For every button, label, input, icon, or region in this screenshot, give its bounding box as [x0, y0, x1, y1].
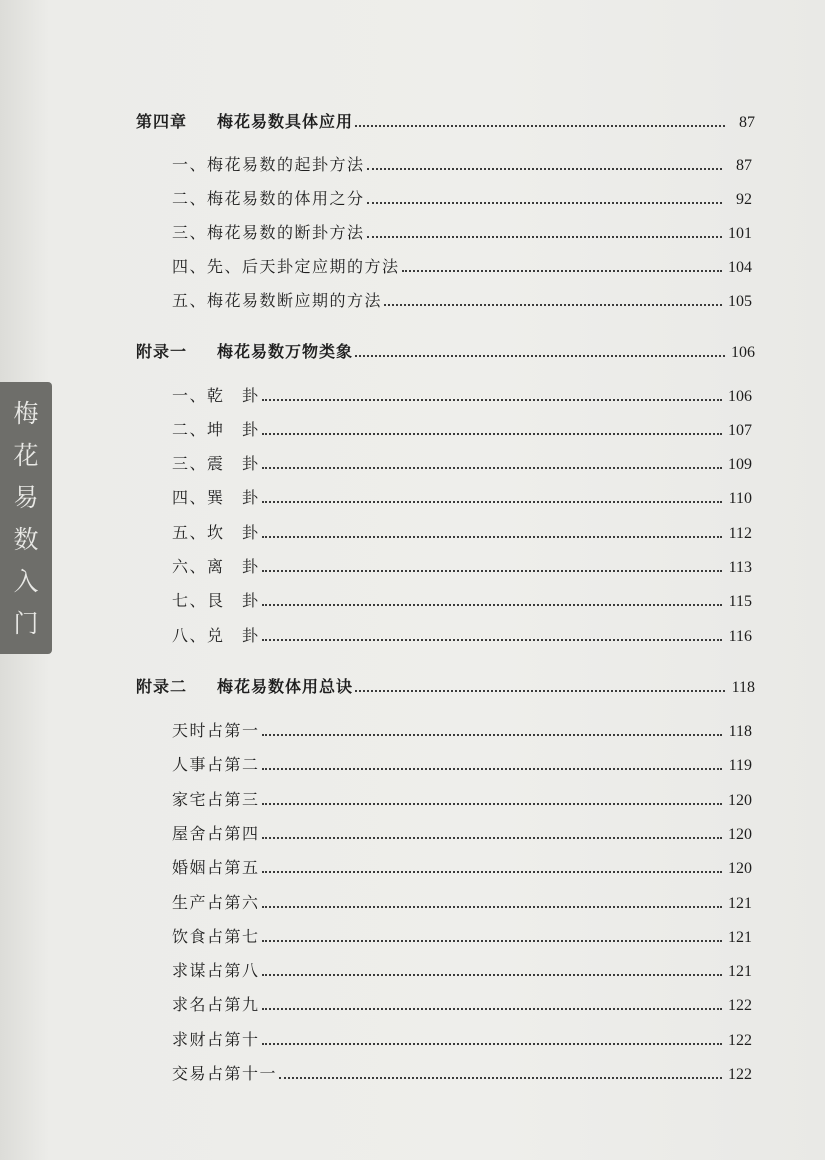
- leader-dots: [367, 168, 722, 170]
- page-number: 92: [736, 191, 752, 208]
- toc-entry-row: [172, 923, 752, 947]
- toc-entry-row: [172, 751, 752, 775]
- leader-dots: [262, 768, 722, 770]
- page-number: 106: [728, 388, 752, 405]
- toc-chapter-row: [136, 673, 755, 697]
- page-number: 122: [728, 1066, 752, 1083]
- page-number: 110: [728, 490, 752, 507]
- leader-dots: [262, 604, 722, 606]
- page-number: 109: [728, 456, 752, 473]
- leader-dots: [262, 1008, 722, 1010]
- toc-entry-title: 四、巽 卦: [172, 488, 260, 507]
- leader-dots: [262, 570, 722, 572]
- toc-entry-row: [172, 622, 752, 646]
- page-number: 101: [728, 225, 752, 242]
- toc-entry-title: 生产占第六: [172, 893, 260, 912]
- toc-entry-title: 屋舍占第四: [172, 824, 260, 843]
- page-number: 119: [728, 757, 752, 774]
- page-number: 122: [728, 997, 752, 1014]
- toc-chapter-title: [136, 109, 353, 132]
- toc-entry-title: 五、坎 卦: [172, 523, 260, 542]
- toc-entry-title: 家宅占第三: [172, 790, 260, 809]
- toc-entry-title: 二、坤 卦: [172, 420, 260, 439]
- leader-dots: [279, 1077, 722, 1079]
- toc-entry-title: 求名占第九: [172, 995, 260, 1014]
- toc-entry-title: 一、梅花易数的起卦方法: [172, 155, 365, 174]
- page-number: 118: [728, 723, 752, 740]
- leader-dots: [262, 734, 722, 736]
- chapter-name: 梅花易数具体应用: [217, 112, 354, 131]
- leader-dots: [262, 837, 722, 839]
- toc-chapter-title: [136, 339, 353, 362]
- leader-dots: [367, 236, 722, 238]
- page-number: 122: [728, 1032, 752, 1049]
- chapter-label: 附录二: [136, 677, 188, 696]
- toc-entry-title: 人事占第二: [172, 755, 260, 774]
- chapter-name: 梅花易数万物类象: [217, 342, 354, 361]
- toc-entry-row: [172, 151, 752, 175]
- leader-dots: [367, 202, 722, 204]
- toc-entry-row: [172, 484, 752, 508]
- toc-entry-title: 八、兑 卦: [172, 626, 260, 645]
- toc-entry-title: 交易占第十一: [172, 1064, 278, 1083]
- toc-entry-row: [172, 717, 752, 741]
- leader-dots: [402, 270, 722, 272]
- leader-dots: [262, 940, 722, 942]
- leader-dots: [355, 690, 725, 692]
- page-number: 105: [728, 293, 752, 310]
- leader-dots: [355, 125, 725, 127]
- page-number: 121: [728, 895, 752, 912]
- leader-dots: [262, 974, 722, 976]
- toc-chapter-row: [136, 108, 755, 132]
- page-number: 121: [728, 929, 752, 946]
- page-number: 120: [728, 792, 752, 809]
- leader-dots: [262, 1043, 722, 1045]
- leader-dots: [262, 906, 722, 908]
- toc-entry-title: 饮食占第七: [172, 927, 260, 946]
- page-number: 121: [728, 963, 752, 980]
- leader-dots: [355, 355, 725, 357]
- toc-entry-title: 四、先、后天卦定应期的方法: [172, 257, 400, 276]
- leader-dots: [262, 871, 722, 873]
- page-number: 112: [728, 525, 752, 542]
- toc-entry-row: [172, 786, 752, 810]
- side-tab-char: 易: [13, 482, 39, 512]
- toc-entry-row: [172, 287, 752, 311]
- side-tab-char: 入: [13, 566, 39, 596]
- page-number: 115: [728, 593, 752, 610]
- page-number: 107: [728, 422, 752, 439]
- side-tab-char: 花: [13, 440, 39, 470]
- leader-dots: [262, 803, 722, 805]
- page-number: 120: [728, 860, 752, 877]
- leader-dots: [262, 536, 722, 538]
- page-number: 118: [731, 679, 755, 696]
- toc-entry-row: [172, 854, 752, 878]
- toc-entry-row: [172, 1060, 752, 1084]
- toc-entry-row: [172, 382, 752, 406]
- leader-dots: [262, 467, 722, 469]
- side-tab-char: 门: [13, 608, 39, 638]
- chapter-name: 梅花易数体用总诀: [217, 677, 354, 696]
- toc-entry-title: 求谋占第八: [172, 961, 260, 980]
- toc-entry-row: [172, 587, 752, 611]
- toc-entry-title: 七、艮 卦: [172, 591, 260, 610]
- toc-entry-row: [172, 253, 752, 277]
- toc-entry-title: 二、梅花易数的体用之分: [172, 189, 365, 208]
- toc-entry-row: [172, 991, 752, 1015]
- leader-dots: [262, 433, 722, 435]
- side-tab-char: 梅: [13, 398, 39, 428]
- toc-entry-row: [172, 553, 752, 577]
- chapter-label: 第四章: [136, 112, 188, 131]
- toc-entry-title: 三、震 卦: [172, 454, 260, 473]
- page-number: 113: [728, 559, 752, 576]
- page-number: 116: [728, 628, 752, 645]
- toc-entry-title: 六、离 卦: [172, 557, 260, 576]
- toc-entry-row: [172, 519, 752, 543]
- toc-entry-row: [172, 416, 752, 440]
- page-number: 87: [736, 157, 752, 174]
- toc-entry-row: [172, 219, 752, 243]
- leader-dots: [384, 304, 722, 306]
- toc-entry-row: [172, 450, 752, 474]
- toc-entry-row: [172, 820, 752, 844]
- toc-entry-title: 求财占第十: [172, 1030, 260, 1049]
- toc-entry-title: 五、梅花易数断应期的方法: [172, 291, 383, 310]
- toc-chapter-title: [136, 674, 353, 697]
- leader-dots: [262, 639, 722, 641]
- page-number: 87: [739, 114, 755, 131]
- page-number: 104: [728, 259, 752, 276]
- chapter-label: 附录一: [136, 342, 188, 361]
- toc-entry-title: 天时占第一: [172, 721, 260, 740]
- page-number: 120: [728, 826, 752, 843]
- toc-entry-row: [172, 889, 752, 913]
- toc-entry-title: 婚姻占第五: [172, 858, 260, 877]
- toc-entry-row: [172, 957, 752, 981]
- toc-entry-row: [172, 1026, 752, 1050]
- leader-dots: [262, 399, 722, 401]
- leader-dots: [262, 501, 722, 503]
- toc-entry-title: 一、乾 卦: [172, 386, 260, 405]
- toc-chapter-row: [136, 338, 755, 362]
- side-tab-char: 数: [13, 524, 39, 554]
- toc-entry-title: 三、梅花易数的断卦方法: [172, 223, 365, 242]
- toc-entry-row: [172, 185, 752, 209]
- page-number: 106: [731, 344, 755, 361]
